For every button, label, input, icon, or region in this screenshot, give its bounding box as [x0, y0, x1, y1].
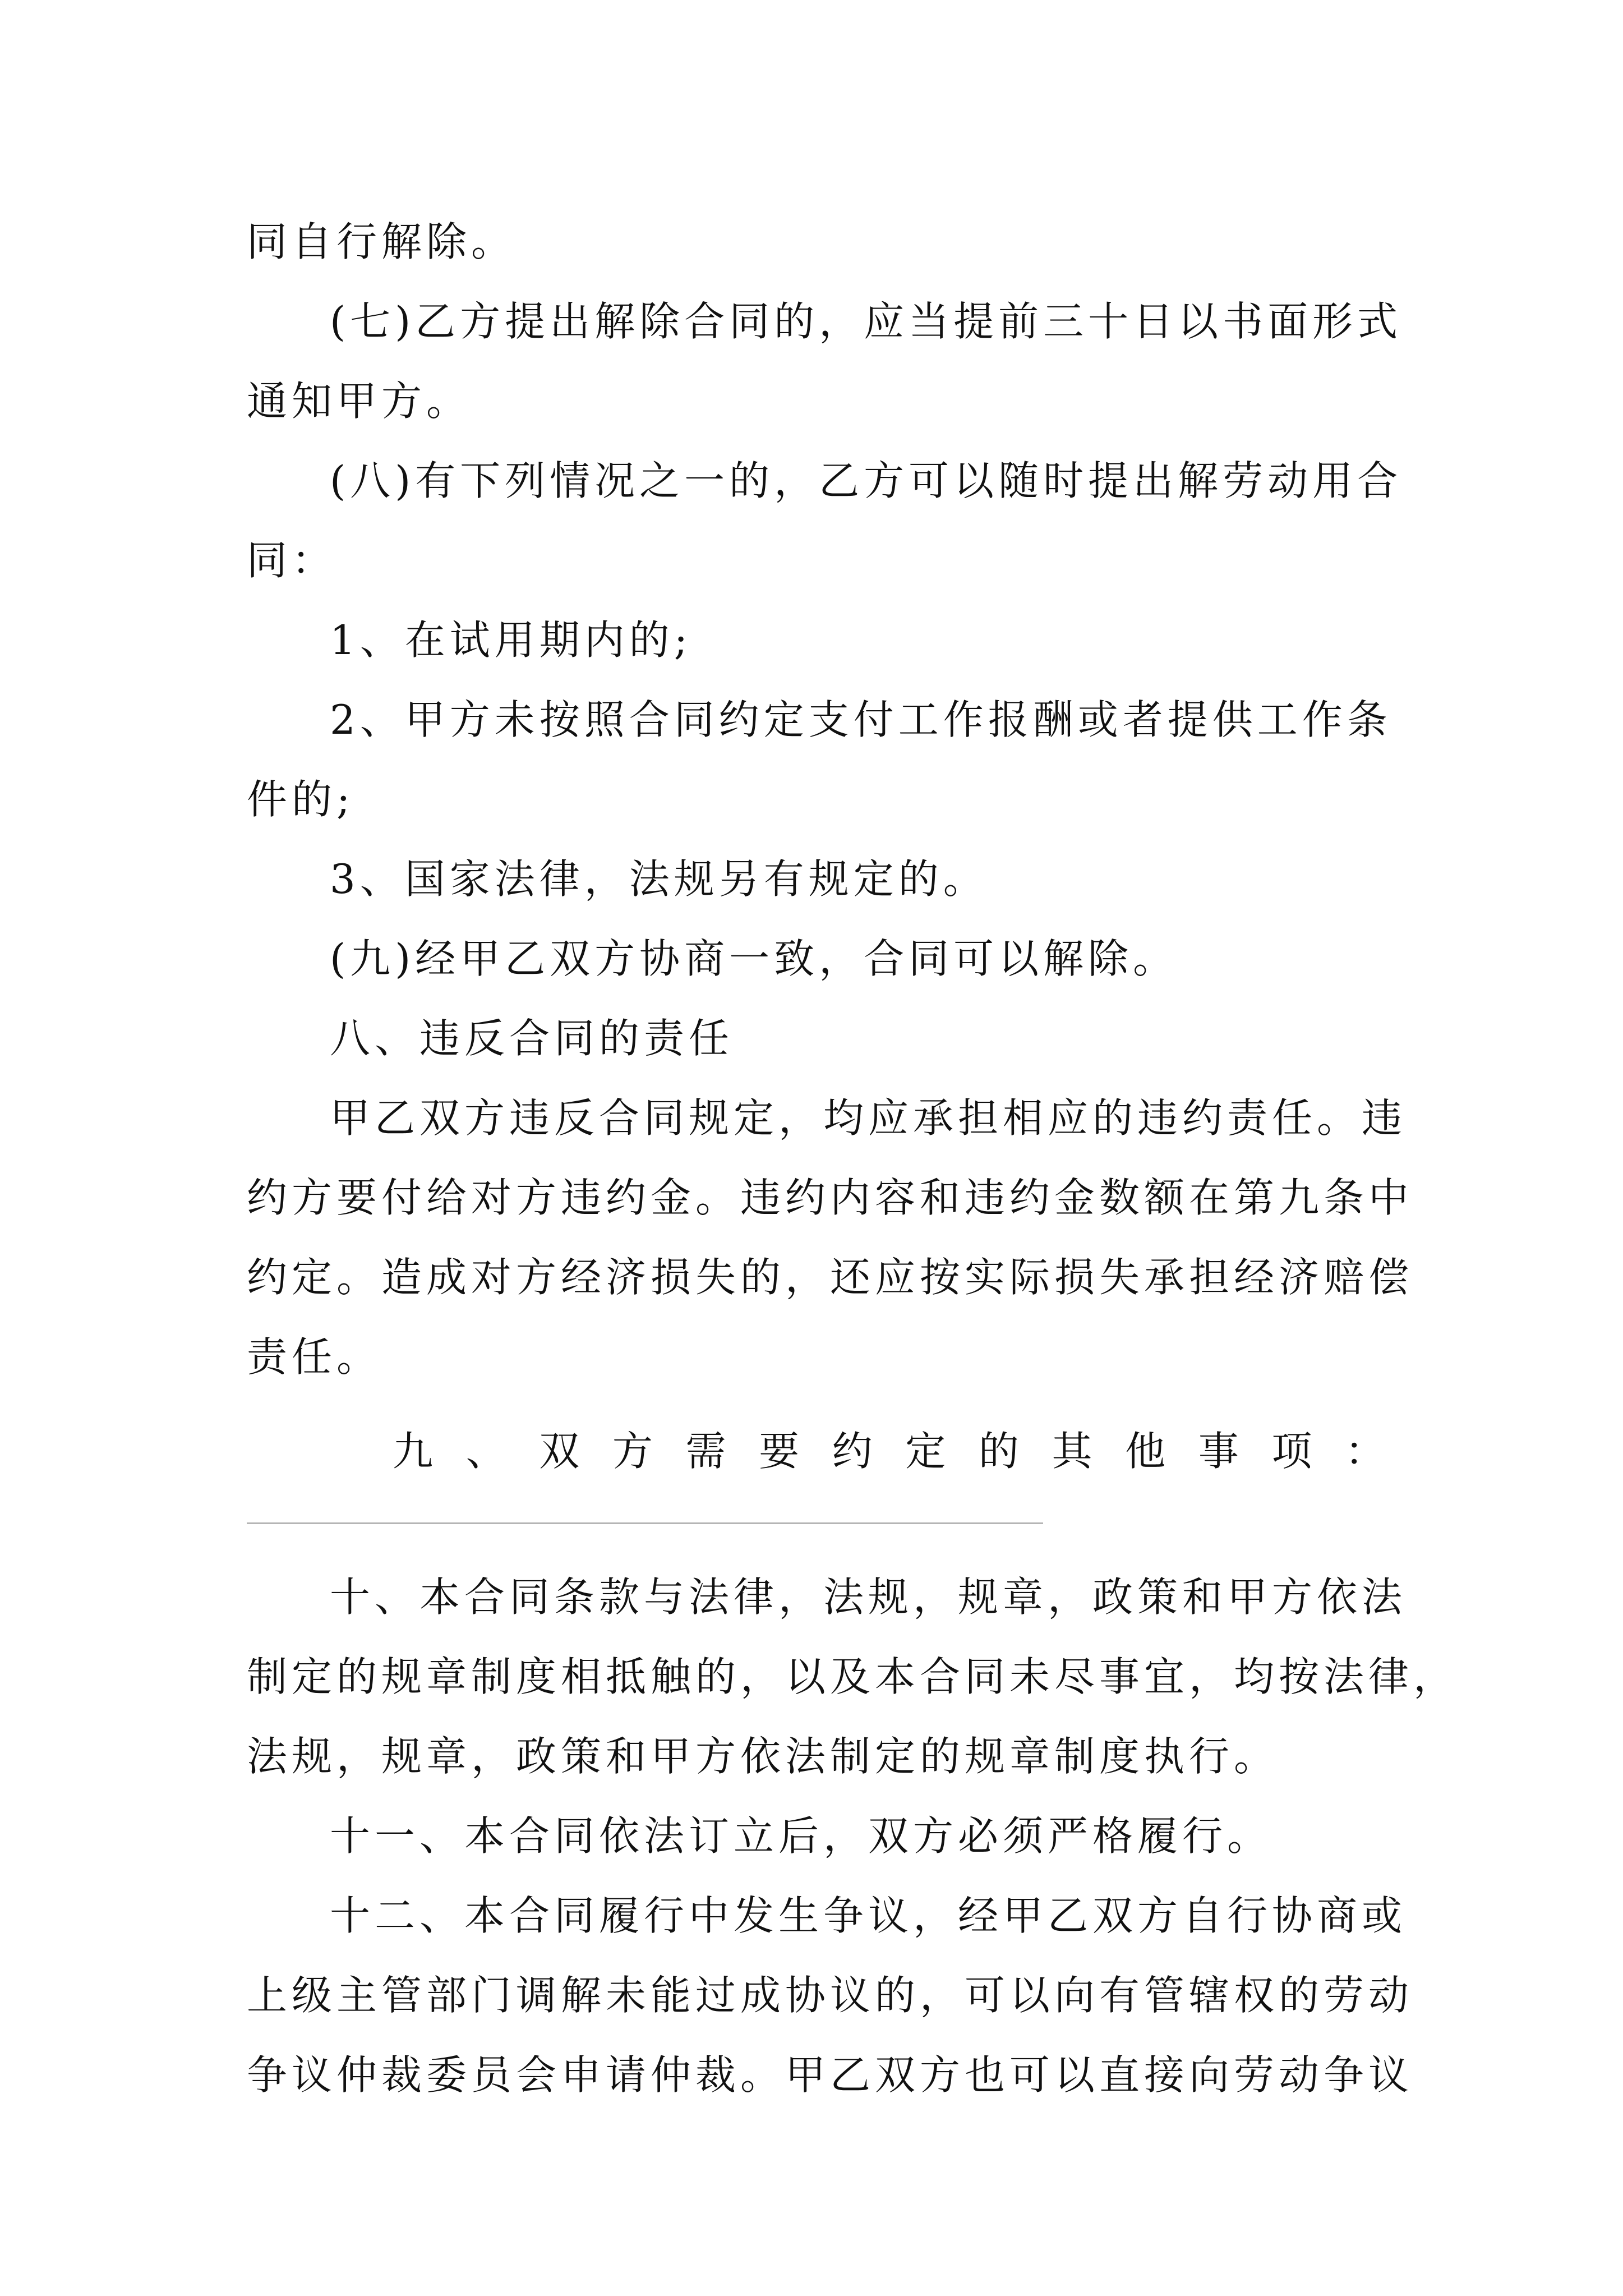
paragraph-line: 法规，规章，政策和甲方依法制定的规章制度执行。: [247, 1733, 1279, 1780]
paragraph-line: 约方要付给对方违约金。违约内容和违约金数额在第九条中: [247, 1174, 1414, 1221]
document-body: [247, 202, 1459, 2115]
paragraph-line: 争议仲裁委员会申请仲裁。甲乙双方也可以直接向劳动争议: [247, 2051, 1414, 2099]
paragraph-line: 约定。造成对方经济损失的，还应按实际损失承担经济赔偿: [247, 1254, 1414, 1301]
section-heading: 八、违反合同的责任: [330, 1015, 734, 1062]
list-item: 2、甲方未按照合同约定支付工作报酬或者提供工作条: [330, 696, 1392, 743]
spacer: [247, 1543, 1385, 1557]
paragraph-line: 甲乙双方违反合同规定，均应承担相应的违约责任。违: [330, 1094, 1407, 1142]
paragraph-line: (九)经甲乙双方协商一致，合同可以解除。: [330, 935, 1178, 982]
list-item: 1、在试用期内的;: [330, 616, 693, 664]
paragraph-line: 通知甲方。: [247, 378, 472, 425]
paragraph-line: 同：: [247, 537, 337, 584]
fill-in-blank: [247, 1491, 1385, 1543]
paragraph-line: 件的;: [247, 776, 355, 823]
paragraph-line: 制定的规章制度相抵触的，以及本合同未尽事宜，均按法律，: [247, 1653, 1459, 1700]
paragraph-line: 上级主管部门调解未能过成协议的，可以向有管辖权的劳动: [247, 1972, 1414, 2019]
paragraph-line: (七)乙方提出解除合同的，应当提前三十日以书面形式: [330, 298, 1403, 345]
blank-underline: [247, 1522, 1043, 1524]
spacer: [247, 1397, 1385, 1411]
paragraph-line: 十一、本合同依法订立后，双方必须严格履行。: [330, 1812, 1272, 1860]
paragraph-line: 同自行解除。: [247, 218, 517, 265]
paragraph-line: 十二、本合同履行中发生争议，经甲乙双方自行协商或: [330, 1892, 1407, 1939]
paragraph-line: 责任。: [247, 1333, 382, 1381]
section-heading: 九、双方需要约定的其他事项：: [393, 1428, 1385, 1475]
list-item: 3、国家法律，法规另有规定的。: [330, 855, 988, 903]
paragraph-line: (八)有下列情况之一的，乙方可以随时提出解劳动用合: [330, 457, 1403, 504]
paragraph-line: 十、本合同条款与法律，法规，规章，政策和甲方依法: [330, 1573, 1407, 1621]
